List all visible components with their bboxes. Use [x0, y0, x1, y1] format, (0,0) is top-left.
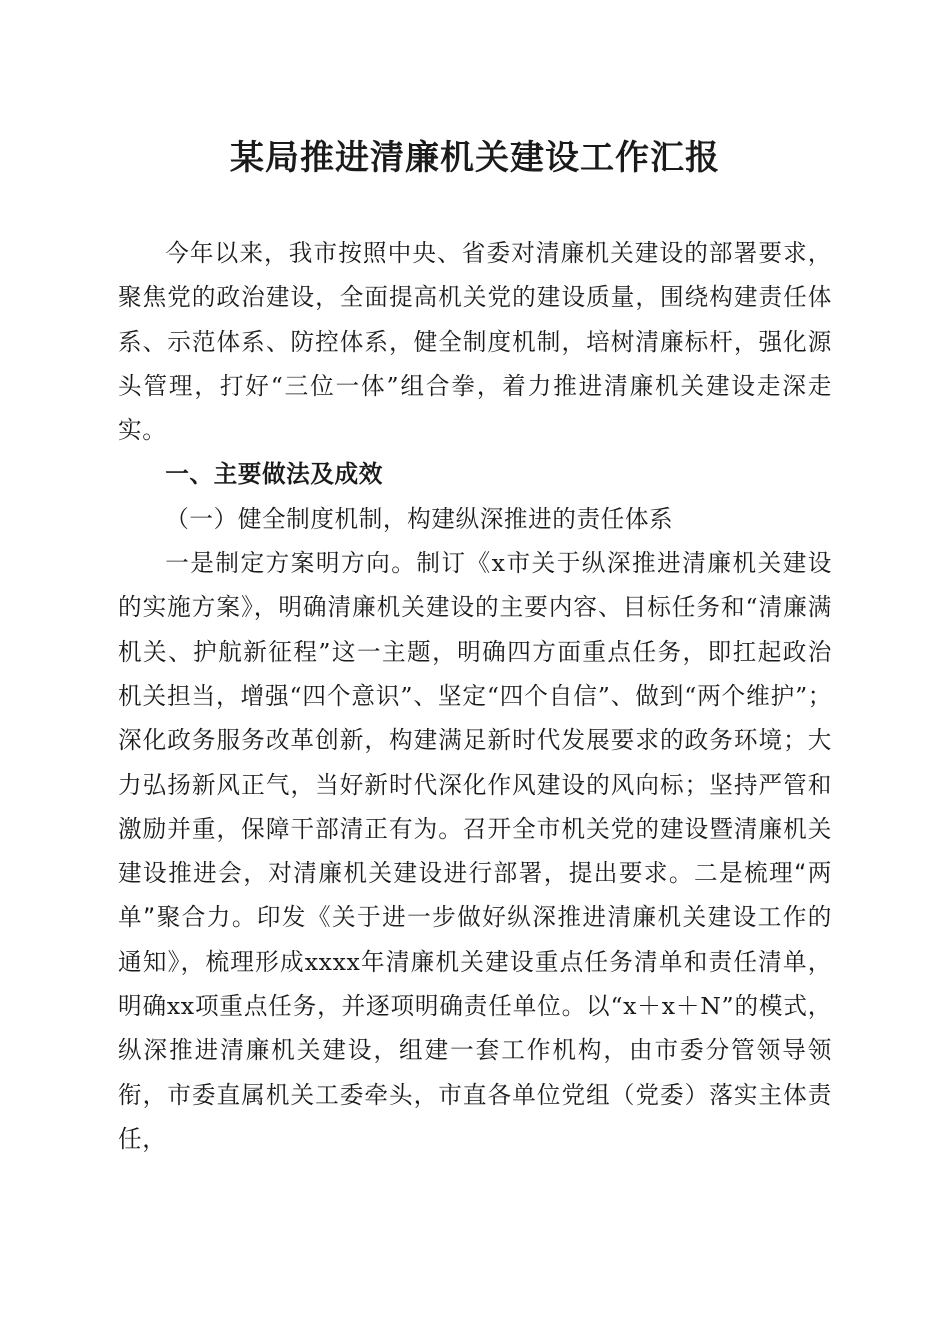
- document-title: 某局推进清廉机关建设工作汇报: [230, 138, 720, 178]
- point-1-lead: 一是制定方案明方向。: [165, 549, 417, 578]
- point-1-body: 制订《x市关于纵深推进清廉机关建设的实施方案》，明确清廉机关建设的主要内容、目标任务和“清廉满机关、护航新征程”这一主题，明确四方面重点任务，即扛起政治机关担当，增强“四个意识”、坚定“四个自信”、做到“两个维护”；深化政务服务改革创新，构建满足新时代发展要求的政务环境；大力弘扬新风正气，当好新时代深化作风建设的风向标；坚持严管和激励并重，保障干部清正有为。召开全市机关党的建设暨清廉机关建设推进会，对清廉机关建设进行部署，提出要求。: [118, 549, 832, 888]
- point-2-body: 印发《关于进一步做好纵深推进清廉机关建设工作的通知》，梳理形成xxxx年清廉机关建设重点任务清单和责任清单，明确xx项重点任务，并逐项明确责任单位。以“x＋x＋N”的模式，纵深推进清廉机关建设，组建一套工作机构，由市委分管领导领衔，市委直属机关工委牵头，市直各单位党组（党委）落实主体责任，: [118, 903, 832, 1153]
- intro-paragraph: 今年以来，我市按照中央、省委对清廉机关建设的部署要求，聚焦党的政治建设，全面提高机关党的建设质量，围绕构建责任体系、示范体系、防控体系，健全制度机制，培树清廉标杆，强化源头管理，打好“三位一体”组合拳，着力推进清廉机关建设走深走实。: [118, 239, 832, 445]
- point-2-lead: 二是梳理“两单”聚合力。: [118, 859, 832, 932]
- section-heading: 一、主要做法及成效: [165, 460, 383, 489]
- subsection-heading: （一）健全制度机制，构建纵深推进的责任体系: [165, 504, 674, 533]
- document-body: [118, 231, 832, 1161]
- body-paragraph: [118, 541, 832, 1161]
